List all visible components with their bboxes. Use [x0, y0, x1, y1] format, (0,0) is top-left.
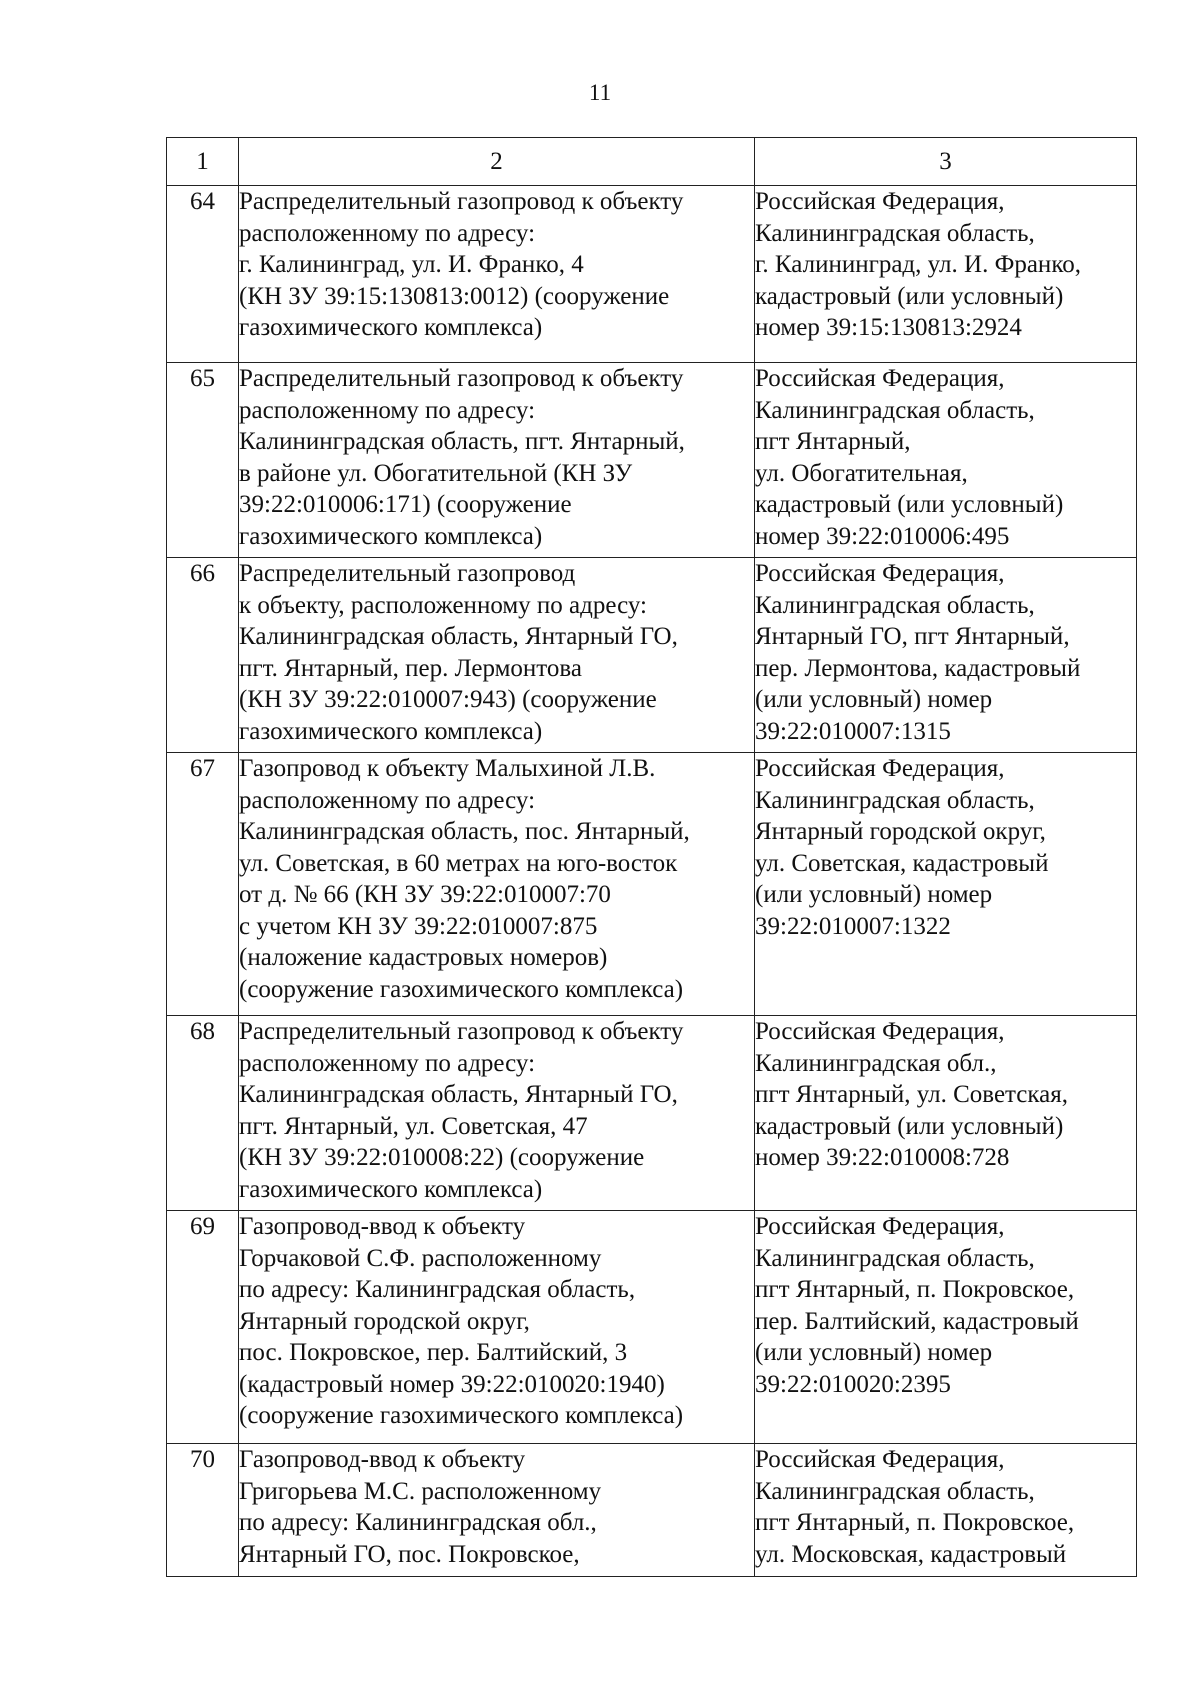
- description-line: расположенному по адресу:: [239, 786, 536, 814]
- description-line: по адресу: Калининградская обл.,: [239, 1509, 597, 1536]
- owner-line: пгт Янтарный, п. Покровское,: [755, 1509, 1075, 1536]
- object-description: [239, 1016, 755, 1211]
- description-line: Григорьева М.С. расположенному: [239, 1477, 602, 1505]
- description-line: Калининградская область, Янтарный ГО,: [239, 623, 678, 650]
- owner-line: Калининградская обл.,: [755, 1049, 997, 1077]
- owner-line: пгт Янтарный, ул. Советская,: [755, 1081, 1068, 1108]
- owner-line: 39:22:010020:2395: [755, 1370, 951, 1398]
- description-line: Газопровод-ввод к объекту: [239, 1213, 526, 1240]
- object-description: [239, 363, 755, 558]
- owner-line: Российская Федерация,: [755, 1446, 1005, 1473]
- owner-line: кадастровый (или условный): [755, 491, 1064, 518]
- row-number: 69: [167, 1211, 239, 1444]
- owner-line: Российская Федерация,: [755, 1018, 1005, 1045]
- owner-line: Калининградская область,: [755, 219, 1035, 247]
- owner-line: Российская Федерация,: [755, 365, 1005, 392]
- description-line: (сооружение газохимического комплекса): [239, 975, 684, 1003]
- owner-line: Российская Федерация,: [755, 560, 1005, 587]
- description-line: Газопровод к объекту Малыхиной Л.В.: [239, 755, 656, 782]
- owner-line: номер 39:15:130813:2924: [755, 314, 1022, 341]
- row-number: 66: [167, 558, 239, 753]
- description-line: в районе ул. Обогатительной (КН ЗУ: [239, 459, 633, 487]
- description-line: (КН ЗУ 39:22:010007:943) (сооружение: [239, 686, 657, 713]
- description-line: газохимического комплекса): [239, 522, 543, 550]
- description-line: (сооружение газохимического комплекса): [239, 1402, 684, 1429]
- description-line: Калининградская область, пгт. Янтарный,: [239, 428, 685, 455]
- table-row: [167, 363, 1137, 558]
- object-description: [239, 753, 755, 1016]
- description-line: (КН ЗУ 39:15:130813:0012) (сооружение: [239, 282, 670, 310]
- registry-table: [166, 137, 1137, 1577]
- owner-line: Янтарный ГО, пгт Янтарный,: [755, 623, 1070, 650]
- table-row: [167, 558, 1137, 753]
- header-col-1: 1: [167, 138, 239, 186]
- description-line: Распределительный газопровод к объекту: [239, 188, 684, 215]
- description-line: Распределительный газопровод к объекту: [239, 1018, 684, 1045]
- description-line: с учетом КН ЗУ 39:22:010007:875: [239, 912, 598, 940]
- owner-line: Калининградская область,: [755, 1244, 1035, 1272]
- description-line: к объекту, расположенному по адресу:: [239, 591, 647, 619]
- owner-line: Калининградская область,: [755, 1477, 1035, 1505]
- description-line: пгт. Янтарный, пер. Лермонтова: [239, 654, 582, 682]
- object-description: [239, 1444, 755, 1577]
- description-line: Распределительный газопровод к объекту: [239, 365, 684, 392]
- owner-line: Калининградская область,: [755, 591, 1035, 619]
- description-line: газохимического комплекса): [239, 717, 543, 745]
- table-row: [167, 186, 1137, 363]
- row-number: 67: [167, 753, 239, 1016]
- owner-line: ул. Московская, кадастровый: [755, 1540, 1067, 1568]
- description-line: Горчаковой С.Ф. расположенному: [239, 1244, 602, 1272]
- row-number: 68: [167, 1016, 239, 1211]
- owner-line: Калининградская область,: [755, 396, 1035, 424]
- description-line: от д. № 66 (КН ЗУ 39:22:010007:70: [239, 881, 611, 908]
- owner-info: [755, 753, 1137, 1016]
- page-number: 11: [588, 80, 612, 105]
- owner-line: номер 39:22:010006:495: [755, 522, 1010, 550]
- owner-info: [755, 1016, 1137, 1211]
- owner-line: 39:22:010007:1322: [755, 912, 951, 940]
- owner-line: номер 39:22:010008:728: [755, 1144, 1010, 1171]
- row-number: 64: [167, 186, 239, 363]
- description-line: Калининградская область, Янтарный ГО,: [239, 1081, 678, 1108]
- owner-line: кадастровый (или условный): [755, 282, 1064, 310]
- description-line: Янтарный ГО, пос. Покровское,: [239, 1540, 580, 1568]
- owner-info: [755, 363, 1137, 558]
- owner-info: [755, 1444, 1137, 1577]
- owner-line: (или условный) номер: [755, 881, 993, 908]
- description-line: ул. Советская, в 60 метрах на юго-восток: [239, 849, 678, 877]
- owner-line: (или условный) номер: [755, 686, 993, 713]
- description-line: пгт. Янтарный, ул. Советская, 47: [239, 1112, 588, 1140]
- description-line: Калининградская область, пос. Янтарный,: [239, 818, 690, 845]
- owner-line: 39:22:010007:1315: [755, 717, 951, 745]
- owner-line: пер. Балтийский, кадастровый: [755, 1307, 1079, 1335]
- owner-line: Российская Федерация,: [755, 755, 1005, 782]
- description-line: по адресу: Калининградская область,: [239, 1276, 636, 1303]
- description-line: (наложение кадастровых номеров): [239, 944, 608, 971]
- owner-line: ул. Советская, кадастровый: [755, 849, 1049, 877]
- description-line: пос. Покровское, пер. Балтийский, 3: [239, 1339, 628, 1366]
- owner-line: Российская Федерация,: [755, 188, 1005, 215]
- owner-line: г. Калининград, ул. И. Франко,: [755, 251, 1081, 278]
- owner-line: Янтарный городской округ,: [755, 818, 1046, 845]
- table-header-row: [167, 138, 1137, 186]
- table-row: [167, 1016, 1137, 1211]
- description-line: 39:22:010006:171) (сооружение: [239, 491, 572, 518]
- row-number: 65: [167, 363, 239, 558]
- row-number: 70: [167, 1444, 239, 1577]
- description-line: газохимического комплекса): [239, 1175, 543, 1203]
- description-line: Газопровод-ввод к объекту: [239, 1446, 526, 1473]
- owner-info: [755, 1211, 1137, 1444]
- owner-info: [755, 558, 1137, 753]
- description-line: расположенному по адресу:: [239, 396, 536, 424]
- description-line: г. Калининград, ул. И. Франко, 4: [239, 251, 584, 278]
- object-description: [239, 558, 755, 753]
- description-line: расположенному по адресу:: [239, 219, 536, 247]
- header-col-3: 3: [755, 138, 1137, 186]
- owner-line: пгт Янтарный,: [755, 428, 911, 455]
- description-line: расположенному по адресу:: [239, 1049, 536, 1077]
- description-line: (КН ЗУ 39:22:010008:22) (сооружение: [239, 1144, 645, 1171]
- owner-line: кадастровый (или условный): [755, 1112, 1064, 1140]
- description-line: газохимического комплекса): [239, 314, 543, 341]
- owner-line: Российская Федерация,: [755, 1213, 1005, 1240]
- table-row: [167, 1444, 1137, 1577]
- description-line: Янтарный городской округ,: [239, 1307, 530, 1335]
- owner-line: пер. Лермонтова, кадастровый: [755, 654, 1081, 682]
- owner-line: (или условный) номер: [755, 1339, 993, 1366]
- table-row: [167, 1211, 1137, 1444]
- owner-info: [755, 186, 1137, 363]
- description-line: (кадастровый номер 39:22:010020:1940): [239, 1370, 665, 1398]
- header-col-2: 2: [239, 138, 755, 186]
- object-description: [239, 186, 755, 363]
- description-line: Распределительный газопровод: [239, 560, 576, 587]
- table-row: [167, 753, 1137, 1016]
- owner-line: ул. Обогатительная,: [755, 459, 968, 487]
- owner-line: пгт Янтарный, п. Покровское,: [755, 1276, 1075, 1303]
- object-description: [239, 1211, 755, 1444]
- owner-line: Калининградская область,: [755, 786, 1035, 814]
